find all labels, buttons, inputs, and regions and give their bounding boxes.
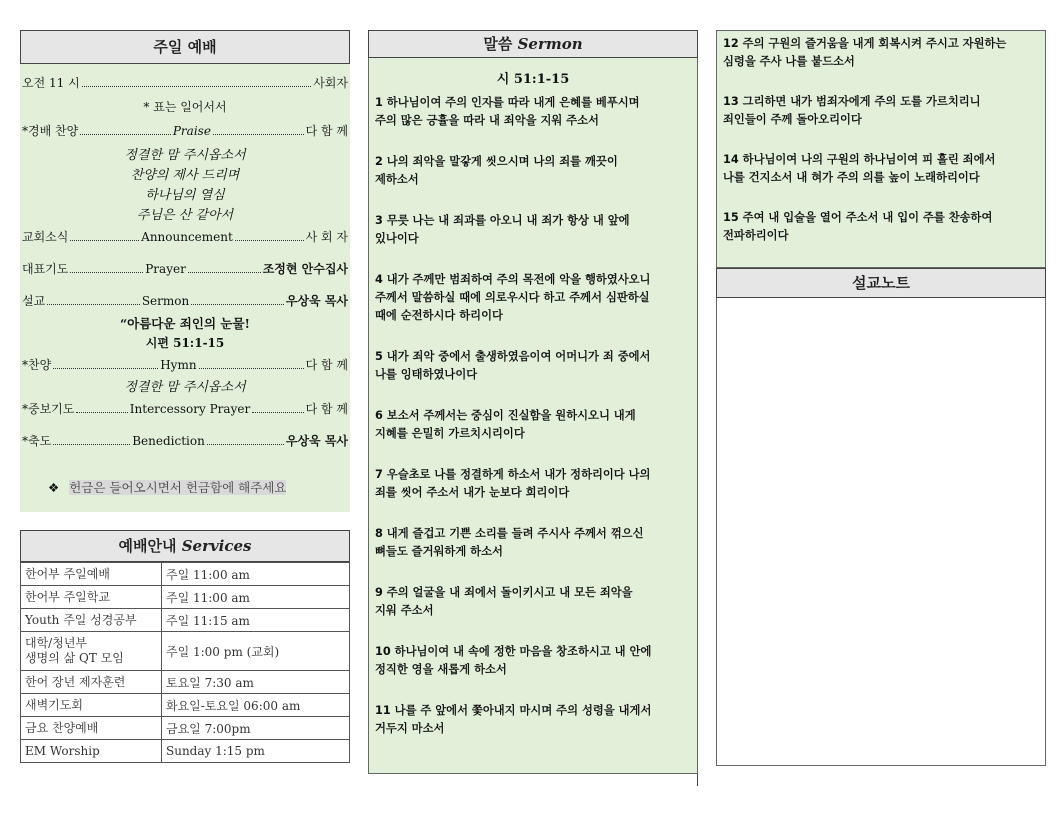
service-time: 화요일-토요일 06:00 am (162, 694, 350, 717)
sermon-ref: 시편 51:1-15 (145, 336, 225, 350)
service-time: Sunday 1:15 pm (162, 740, 350, 763)
scripture-continued-panel (716, 30, 1046, 268)
hymn-song: 정결한 맘 주시옵소서 (124, 380, 246, 395)
diamond-bullet-icon: ❖ (48, 480, 60, 495)
sermon-header-ko: 말씀 (483, 35, 513, 53)
order-intercession-en: Intercessory Prayer (129, 402, 251, 416)
scripture-verse: 3 무릇 나는 내 죄과를 아오니 내 죄가 항상 내 앞에 있나이다 (375, 214, 630, 245)
order-time-label: 오전 11 시 (22, 76, 80, 90)
service-name: 한어부 주일학교 (21, 586, 162, 609)
order-sermon-row (22, 292, 348, 309)
order-benediction-leader: 우상욱 목사 (285, 434, 348, 448)
offering-note (48, 478, 286, 496)
scripture-verse: 1 하나님이여 주의 인자를 따라 내게 은혜를 베푸시며 주의 많은 긍휼을 따라 내 죄악을 지워 주소서 (375, 96, 640, 127)
order-prayer-row (22, 260, 348, 277)
scripture-verse: 8 내게 즐겁고 기쁜 소리를 들려 주시사 주께서 꺾으신 뼈들도 즐거워하게 하소서 (375, 527, 644, 558)
order-praise-leader: 다 함 께 (305, 124, 348, 138)
service-time: 토요일 7:30 am (162, 671, 350, 694)
order-benediction-en: Benediction (132, 434, 205, 448)
offering-note-text: 헌금은 들어오시면서 헌금함에 해주세요 (69, 480, 287, 495)
services-title-en: Services (181, 537, 252, 555)
order-sermon-label: 설교 (22, 294, 46, 308)
order-announce-leader: 사 회 자 (305, 230, 348, 244)
praise-song-4: 주님은 산 같아서 (136, 208, 234, 223)
scripture-verse: 15 주여 내 입술을 열어 주소서 내 입이 주를 찬송하여 전파하리이다 (723, 211, 993, 242)
service-time: 주일 11:00 am (162, 563, 350, 586)
order-time-row (22, 74, 348, 91)
service-time: 금요일 7:00pm (162, 717, 350, 740)
service-row (21, 671, 350, 694)
order-prayer-leader: 조정현 안수집사 (262, 262, 348, 276)
service-time: 주일 1:00 pm (교회) (162, 632, 350, 671)
service-row (21, 609, 350, 632)
service-name: 금요 찬양예배 (21, 717, 162, 740)
order-hymn-row (22, 356, 348, 373)
notes-header (716, 268, 1046, 298)
scripture-verse: 13 그리하면 내가 범죄자에게 주의 도를 가르치리니 죄인들이 주께 돌아오리이다 (723, 95, 981, 126)
notes-title: 설교노트 (852, 274, 910, 292)
order-intercession-leader: 다 함 께 (305, 402, 348, 416)
stand-note: * 표는 일어서서 (143, 100, 227, 114)
order-benediction-row (22, 432, 348, 449)
service-name: 새벽기도회 (21, 694, 162, 717)
scripture-verse: 10 하나님이여 내 속에 정한 마음을 창조하시고 내 안에 정직한 영을 새롭게 하소서 (375, 645, 652, 676)
services-title-ko: 예배안내 (118, 537, 177, 555)
scripture-verse: 11 나를 주 앞에서 쫓아내지 마시며 주의 성령을 내게서 거두지 마소서 (375, 704, 652, 735)
order-intercession-row (22, 400, 348, 417)
scripture-verse: 9 주의 얼굴을 내 죄에서 돌이키시고 내 모든 죄악을 지워 주소서 (375, 586, 633, 617)
notes-area[interactable] (716, 298, 1046, 766)
order-hymn-label: *찬양 (22, 358, 52, 372)
order-hymn-en: Hymn (160, 358, 197, 372)
order-benediction-label: *축도 (22, 434, 52, 448)
order-intercession-label: *중보기도 (22, 402, 75, 416)
service-row (21, 740, 350, 763)
order-prayer-en: Prayer (145, 262, 186, 276)
service-name: 한어부 주일예배 (21, 563, 162, 586)
service-name: EM Worship (21, 740, 162, 763)
service-time: 주일 11:15 am (162, 609, 350, 632)
service-row (21, 586, 350, 609)
scripture-verse: 6 보소서 주께서는 중심이 진실함을 원하시오니 내게 지혜를 은밀히 가르치시리이다 (375, 409, 636, 440)
service-name: Youth 주일 성경공부 (21, 609, 162, 632)
order-praise-en: Praise (172, 124, 211, 138)
sermon-header-en: Sermon (517, 35, 583, 53)
order-announce-en: Announcement (141, 230, 233, 244)
scripture-reference: 시 51:1-15 (496, 72, 570, 87)
worship-header (20, 30, 350, 64)
worship-order-panel (20, 64, 350, 512)
order-prayer-label: 대표기도 (22, 262, 69, 276)
praise-song-2: 찬양의 제사 드리며 (130, 168, 240, 183)
services-table (20, 562, 350, 763)
scripture-verse: 5 내가 죄악 중에서 출생하였음이여 어머니가 죄 중에서 나를 잉태하였나이다 (375, 350, 651, 381)
order-sermon-preacher: 우상욱 목사 (285, 294, 348, 308)
order-sermon-en: Sermon (141, 294, 190, 308)
order-praise-label: *경배 찬양 (22, 124, 79, 138)
sermon-title: “아름다운 죄인의 눈물! (119, 316, 251, 331)
scripture-verse: 2 나의 죄악을 말갛게 씻으시며 나의 죄를 깨끗이 제하소서 (375, 155, 618, 186)
order-announce-label: 교회소식 (22, 230, 69, 244)
service-time: 주일 11:00 am (162, 586, 350, 609)
services-table-wrap (20, 562, 350, 763)
order-hymn-leader: 다 함 께 (305, 358, 348, 372)
service-name: 대학/청년부 생명의 삶 QT 모임 (21, 632, 162, 671)
order-praise-row (22, 122, 348, 139)
worship-title: 주일 예배 (153, 38, 217, 56)
sermon-header (368, 30, 698, 58)
service-row (21, 563, 350, 586)
service-row (21, 717, 350, 740)
scripture-verse: 4 내가 주께만 범죄하여 주의 목전에 악을 행하였사오니 주께서 말씀하실 때에 의로우시다 하고 주께서 심판하실 때에 순전하시다 하리이다 (375, 273, 651, 322)
service-row (21, 632, 350, 671)
service-row (21, 694, 350, 717)
services-header (20, 530, 350, 562)
order-time-leader: 사회자 (313, 76, 348, 90)
praise-song-3: 하나님의 열심 (145, 188, 225, 203)
sermon-scripture-panel (368, 58, 698, 774)
scripture-verse: 7 우슬초로 나를 정결하게 하소서 내가 정하리이다 나의 죄를 씻어 주소서 내가 눈보다 희리이다 (375, 468, 651, 499)
scripture-verse: 12 주의 구원의 즐거움을 내게 회복시켜 주시고 자원하는 심령을 주사 나를 붙드소서 (723, 37, 1007, 68)
praise-song-1: 정결한 맘 주시옵소서 (124, 148, 246, 163)
service-name: 한어 장년 제자훈련 (21, 671, 162, 694)
scripture-verse: 14 하나님이여 나의 구원의 하나님이여 피 흘린 죄에서 나를 건지소서 내 혀가 주의 의를 높이 노래하리이다 (723, 153, 996, 184)
order-announce-row (22, 228, 348, 245)
column-divider (697, 774, 698, 786)
